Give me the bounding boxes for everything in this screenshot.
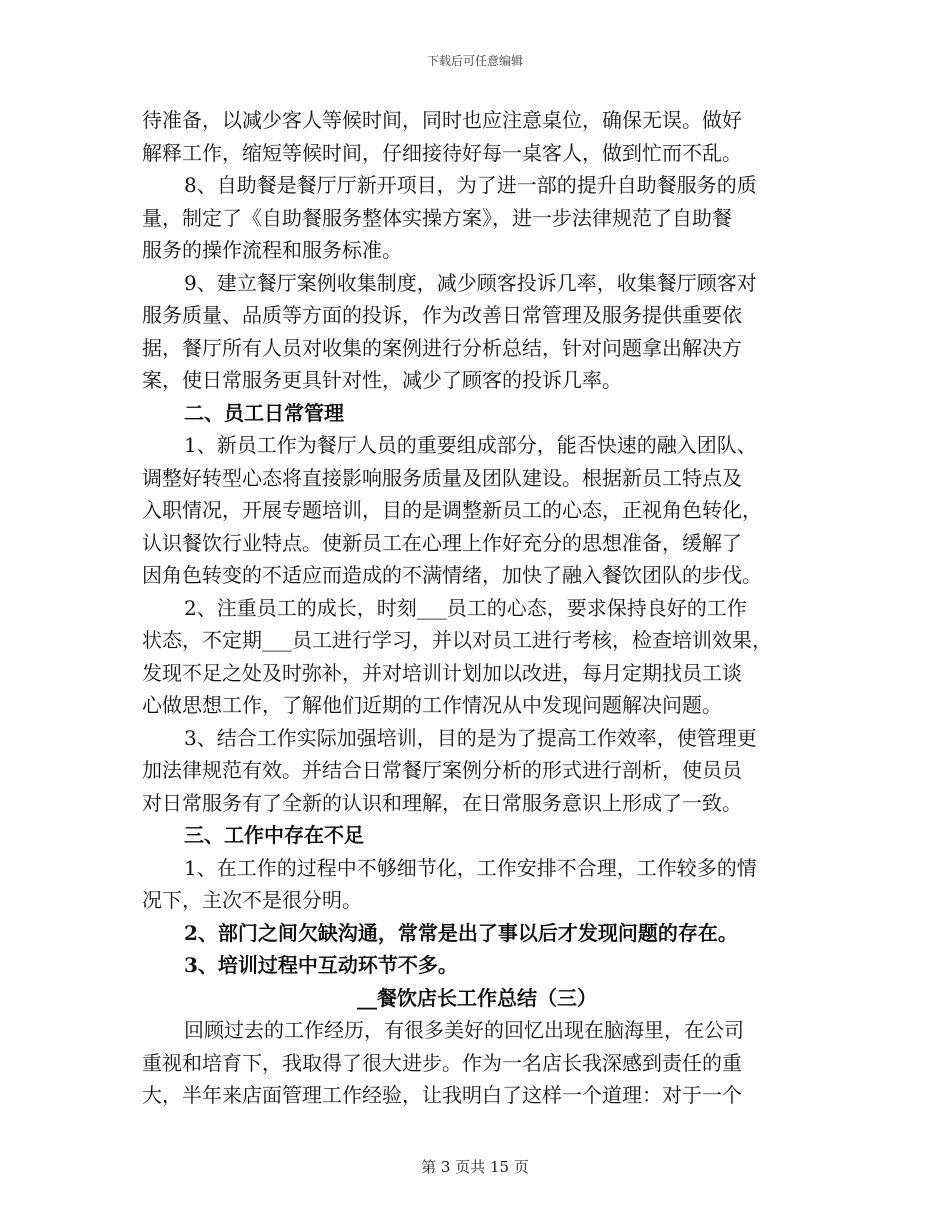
- paragraph-line: 况下，主次不是很分明。: [142, 888, 362, 912]
- paragraph-line: 案，使日常服务更具针对性，减少了顾客的投诉几率。: [142, 368, 622, 392]
- paragraph-line: 对日常服务有了全新的认识和理解，在日常服务意识上形成了一致。: [142, 790, 742, 815]
- paragraph-line: 量，制定了《自助餐服务整体实操方案》，进一步法律规范了自助餐: [142, 205, 732, 230]
- paragraph-line: 因角色转变的不适应而造成的不满情绪，加快了融入餐饮团队的步伐。: [142, 563, 762, 587]
- paragraph-line: 重视和培育下，我取得了很大进步。作为一名店长我深感到责任的重: [142, 1050, 742, 1075]
- paragraph-line: 2、注重员工的成长，时刻___员工的心态，要求保持良好的工作: [184, 595, 747, 620]
- paragraph-line: 大，半年来店面管理工作经验，让我明白了这样一个道理：对于一个: [142, 1083, 742, 1107]
- paragraph-line: 认识餐饮行业特点。使新员工在心理上作好充分的思想准备，缓解了: [142, 530, 742, 555]
- paragraph-line: 解释工作，缩短等候时间，仔细接待好每一桌客人，做到忙而不乱。: [142, 140, 742, 165]
- paragraph-line: 心做思想工作，了解他们近期的工作情况从中发现问题解决问题。: [142, 693, 722, 717]
- bold-paragraph-line: 3、培训过程中互动环节不多。: [184, 953, 458, 977]
- paragraph-line: 据，餐厅所有人员对收集的案例进行分析总结，针对问题拿出解决方: [142, 335, 742, 360]
- paragraph-line: 回顾过去的工作经历，有很多美好的回忆出现在脑海里，在公司: [184, 1018, 744, 1042]
- section-title: __餐饮店长工作总结（三）: [357, 985, 597, 1010]
- paragraph-line: 发现不足之处及时弥补，并对培训计划加以改进，每月定期找员工谈: [142, 660, 742, 685]
- section-heading: 二、员工日常管理: [184, 400, 344, 425]
- paragraph-line: 服务质量、品质等方面的投诉，作为改善日常管理及服务提供重要依: [142, 303, 742, 327]
- paragraph-line: 调整好转型心态将直接影响服务质量及团队建设。根据新员工特点及: [142, 465, 742, 490]
- page-header: 下载后可任意编辑: [426, 54, 523, 68]
- paragraph-line: 加法律规范有效。并结合日常餐厅案例分析的形式进行剖析，使员员: [142, 758, 742, 782]
- bold-paragraph-line: 2、部门之间欠缺沟通，常常是出了事以后才发现问题的存在。: [184, 920, 738, 945]
- document-body: [142, 104, 812, 1112]
- section-heading: 三、工作中存在不足: [184, 823, 364, 847]
- paragraph-line: 8、自助餐是餐厅厅新开项目，为了进一部的提升自助餐服务的质: [184, 173, 757, 197]
- paragraph-line: 服务的操作流程和服务标准。: [142, 238, 402, 262]
- paragraph-line: 1、新员工作为餐厅人员的重要组成部分，能否快速的融入团队、: [184, 433, 757, 457]
- page-footer: 第 3 页共 15 页: [421, 1158, 529, 1176]
- paragraph-line: 9、建立餐厅案例收集制度，减少顾客投诉几率，收集餐厅顾客对: [184, 270, 757, 295]
- paragraph-line: 状态，不定期___员工进行学习，并以对员工进行考核，检查培训效果，: [142, 628, 772, 652]
- paragraph-line: 1、在工作的过程中不够细节化，工作安排不合理，工作较多的情: [184, 855, 757, 880]
- paragraph-line: 入职情况，开展专题培训，目的是调整新员工的心态，正视角色转化，: [142, 498, 762, 522]
- paragraph-line: 3、结合工作实际加强培训，目的是为了提高工作效率，使管理更: [184, 725, 757, 750]
- paragraph-line: 待准备，以减少客人等候时间，同时也应注意桌位，确保无误。做好: [142, 108, 742, 132]
